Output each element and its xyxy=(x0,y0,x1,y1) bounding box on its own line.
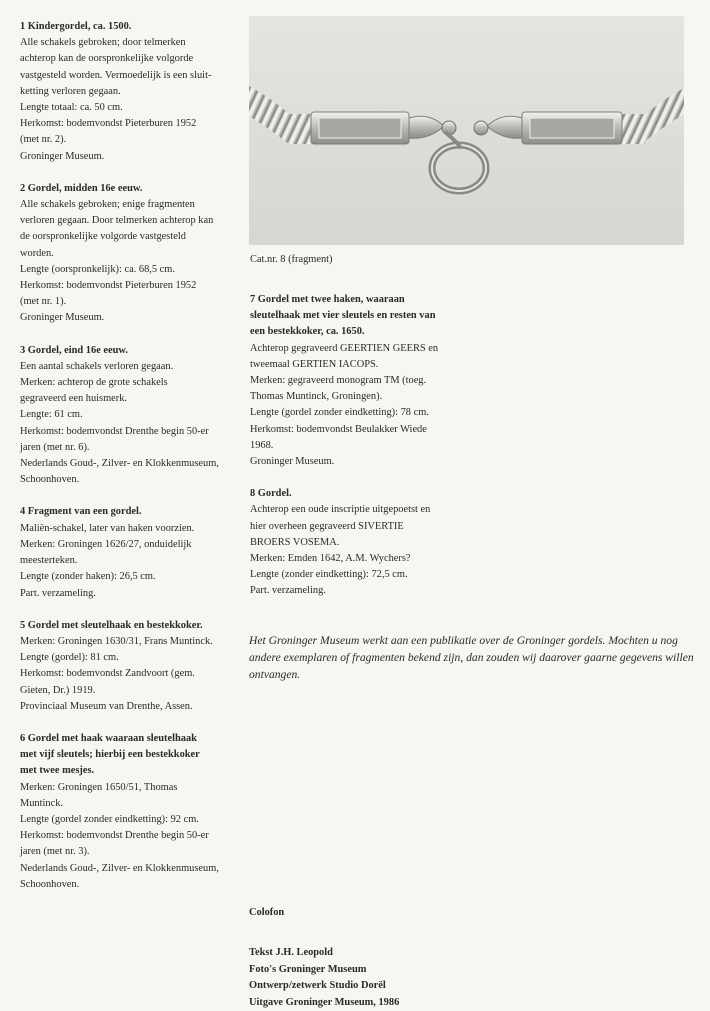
entry-line: Muntinck. xyxy=(20,797,64,809)
entry-line: Lengte: 61 cm. xyxy=(20,409,83,421)
entry-line: tweemaal GERTIEN IACOPS. xyxy=(250,358,379,370)
entry-line: Een aantal schakels verloren gegaan. xyxy=(20,360,174,372)
entry-line: verloren gegaan. Door telmerken achterop kan xyxy=(20,215,214,227)
entry-line: Merken: Groningen 1626/27, onduidelijk xyxy=(20,538,192,550)
entry-line: Gieten, Dr.) 1919. xyxy=(20,684,96,696)
silver-belt-image xyxy=(249,16,684,245)
entry-line: Nederlands Goud-, Zilver- en Klokkenmuseum, xyxy=(20,862,219,874)
entry-line: Maliën-schakel, later van haken voorzien. xyxy=(20,522,195,534)
catalog-entry xyxy=(20,618,245,715)
entry-line: Schoonhoven. xyxy=(20,474,80,486)
entry-line: Nederlands Goud-, Zilver- en Klokkenmuseum, xyxy=(20,458,219,470)
catalog-entry xyxy=(250,292,460,470)
entry-line: Lengte (gordel zonder eindketting): 92 cm. xyxy=(20,813,199,825)
entry-line: gegraveerd een huismerk. xyxy=(20,393,128,405)
entry-line: Herkomst: bodemvondst Pieterburen 1952 xyxy=(20,280,197,292)
entry-line: Achterop gegraveerd GEERTIEN GEERS en xyxy=(250,342,439,354)
entry-line: Groninger Museum. xyxy=(250,456,335,468)
entry-line: Merken: achterop de grote schakels xyxy=(20,377,168,389)
photo-caption: Cat.nr. 8 (fragment) xyxy=(250,254,333,265)
entry-line: de oorspronkelijke volgorde vastgesteld xyxy=(20,231,186,243)
entry-line: Part. verzameling. xyxy=(20,587,96,599)
entry-title: 5 Gordel met sleutelhaak en bestekkoker. xyxy=(20,619,203,631)
entry-line: Herkomst: bodemvondst Drenthe begin 50-er xyxy=(20,425,209,437)
entry-line: Herkomst: bodemvondst Pieterburen 1952 xyxy=(20,118,197,130)
entry-line: Thomas Muntinck, Groningen). xyxy=(250,391,383,403)
entry-title: met vijf sleutels; hierbij een bestekkoker xyxy=(20,749,200,761)
catalog-entry xyxy=(20,504,245,601)
colophon-line: Uitgave Groninger Museum, 1986 xyxy=(249,996,400,1008)
entry-line: jaren (met nr. 3). xyxy=(20,846,90,858)
left-column xyxy=(20,19,245,909)
entry-title: 4 Fragment van een gordel. xyxy=(20,506,142,518)
entry-line: achterop kan de oorspronkelijke volgorde xyxy=(20,53,194,65)
entry-line: Merken: Groningen 1650/51, Thomas xyxy=(20,781,178,793)
catalog-entry xyxy=(20,731,245,893)
colophon-line: Ontwerp/zetwerk Studio Dorël xyxy=(249,980,386,992)
entry-line: Lengte (oorspronkelijk): ca. 68,5 cm. xyxy=(20,263,175,275)
publication-note: Het Groninger Museum werkt aan een publikatie over de Groninger gordels. Mochten u nog andere exemplaren of fragmenten bekend zijn, dan zouden wij daarover gaarne gegevens willen ontvangen. xyxy=(249,634,694,681)
colophon xyxy=(249,905,549,1011)
entry-line: hier overheen gegraveerd SIVERTIE xyxy=(250,520,404,532)
entry-title: met twee mesjes. xyxy=(20,765,95,777)
entry-line: Achterop een oude inscriptie uitgepoetst en xyxy=(250,504,431,516)
catalog-entry xyxy=(20,181,245,327)
entry-line: Herkomst: bodemvondst Drenthe begin 50-er xyxy=(20,830,209,842)
entry-line: Schoonhoven. xyxy=(20,878,80,890)
entry-line: Lengte totaal: ca. 50 cm. xyxy=(20,102,123,114)
entry-line: jaren (met nr. 6). xyxy=(20,441,90,453)
entry-line: Lengte (zonder eindketting): 72,5 cm. xyxy=(250,569,408,581)
catalog-entry xyxy=(20,343,245,489)
entry-line: Alle schakels gebroken; door telmerken xyxy=(20,37,186,49)
belt-photo xyxy=(249,16,684,245)
entry-line: Lengte (gordel): 81 cm. xyxy=(20,652,119,664)
catalog-entry xyxy=(250,486,460,599)
entry-line: (met nr. 1). xyxy=(20,296,67,308)
entry-line: Lengte (gordel zonder eindketting): 78 cm. xyxy=(250,407,429,419)
entry-line: Alle schakels gebroken; enige fragmenten xyxy=(20,199,195,211)
entry-line: BROERS VOSEMA. xyxy=(250,536,340,548)
colophon-line: Tekst J.H. Leopold xyxy=(249,947,333,959)
entry-line: 1968. xyxy=(250,439,274,451)
entry-line: Provinciaal Museum van Drenthe, Assen. xyxy=(20,700,193,712)
entry-line: Part. verzameling. xyxy=(250,585,326,597)
entry-line: worden. xyxy=(20,247,54,259)
entry-title: 3 Gordel, eind 16e eeuw. xyxy=(20,344,128,356)
entry-title: 6 Gordel met haak waaraan sleutelhaak xyxy=(20,732,197,744)
entry-line: Groninger Museum. xyxy=(20,312,105,324)
entry-line: Merken: Groningen 1630/31, Frans Muntinck. xyxy=(20,635,213,647)
entry-title: 7 Gordel met twee haken, waaraan xyxy=(250,294,405,305)
entry-line: (met nr. 2). xyxy=(20,134,67,146)
entry-line: Merken: gegraveerd monogram TM (toeg. xyxy=(250,375,427,387)
catalog-entry xyxy=(20,19,245,165)
entry-line: Lengte (zonder haken): 26,5 cm. xyxy=(20,571,156,583)
entry-title: 1 Kindergordel, ca. 1500. xyxy=(20,21,132,32)
entry-line: ketting verloren gegaan. xyxy=(20,85,121,97)
entry-line: Herkomst: bodemvondst Zandvoort (gem. xyxy=(20,668,195,680)
entry-title: 2 Gordel, midden 16e eeuw. xyxy=(20,182,143,194)
colophon-title: Colofon xyxy=(249,907,285,918)
entry-line: Herkomst: bodemvondst Beulakker Wiede xyxy=(250,423,427,435)
entry-line: meesterteken. xyxy=(20,555,78,567)
entry-title: 8 Gordel. xyxy=(250,488,292,500)
entry-title: sleutelhaak met vier sleutels en resten van xyxy=(250,310,436,322)
entry-line: Groninger Museum. xyxy=(20,150,105,162)
entry-line: vastgesteld worden. Vermoedelijk is een sluit- xyxy=(20,69,212,81)
right-column xyxy=(250,292,460,616)
colophon-line: Foto's Groninger Museum xyxy=(249,963,367,975)
entry-title: een bestekkoker, ca. 1650. xyxy=(250,326,365,338)
entry-line: Merken: Emden 1642, A.M. Wychers? xyxy=(250,553,411,565)
colophon-lines xyxy=(249,945,549,1011)
